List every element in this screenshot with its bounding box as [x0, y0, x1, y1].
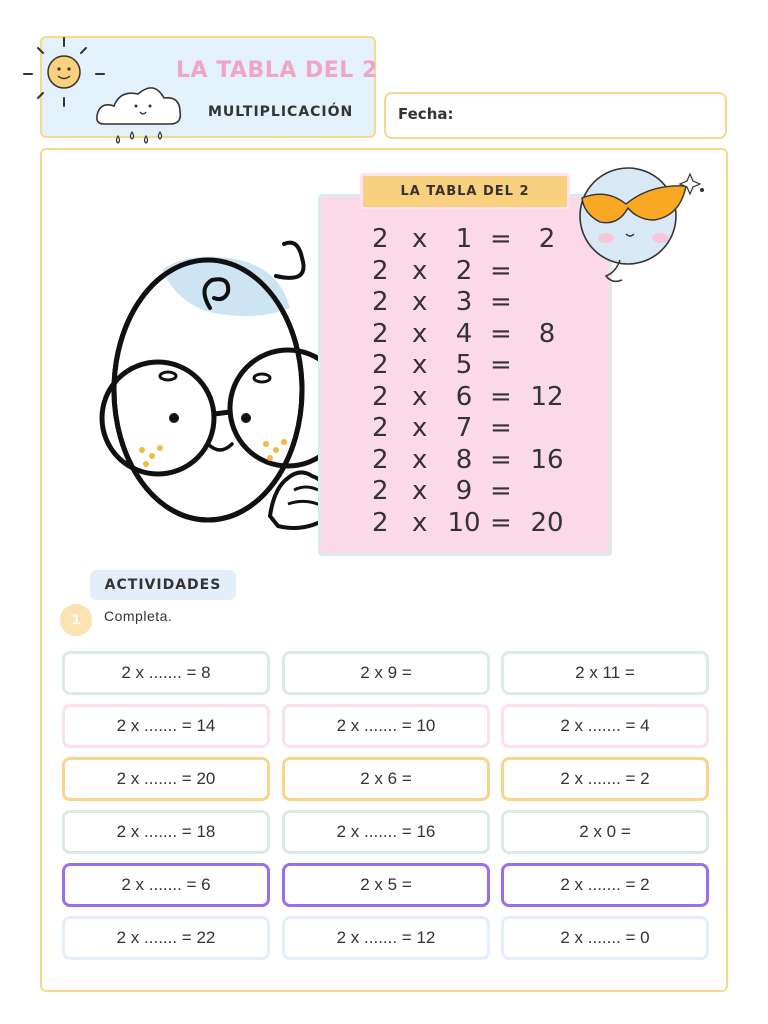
table-multiplier: 10: [447, 507, 481, 538]
table-factor: 2: [372, 381, 389, 412]
table-multiplier: 1: [455, 224, 473, 254]
table-factor: 2: [372, 255, 389, 286]
table-factor: 2: [372, 318, 389, 349]
sunglasses-character-illustration: [566, 164, 716, 294]
exercise-cell[interactable]: 2 x 11 =: [501, 651, 709, 695]
exercise-cell[interactable]: 2 x 6 =: [282, 757, 490, 801]
table-result[interactable]: 2: [538, 224, 556, 254]
sun-cloud-illustration: [14, 32, 194, 152]
table-operator: x: [412, 413, 428, 443]
exercise-cell[interactable]: 2 x ....... = 8: [62, 651, 270, 695]
table-operator: x: [412, 287, 428, 317]
table-factor: 2: [372, 507, 389, 538]
table-factor: 2: [372, 287, 389, 317]
table-factor: 2: [372, 413, 389, 443]
cloud-icon: [97, 88, 180, 143]
exercise-cell[interactable]: 2 x ....... = 12: [282, 916, 490, 960]
table-multiplier: 3: [455, 287, 473, 317]
activities-label: ACTIVIDADES: [90, 570, 236, 600]
exercise-cell[interactable]: 2 x ....... = 18: [62, 810, 270, 854]
exercise-cell[interactable]: 2 x ....... = 2: [501, 863, 709, 907]
step-number-badge: 1: [60, 604, 92, 636]
table-operator: x: [412, 507, 428, 538]
table-multiplier: 7: [455, 413, 473, 443]
table-equals: =: [490, 255, 512, 286]
table-operator: x: [412, 476, 428, 506]
table-operator: x: [412, 350, 428, 380]
table-equals: =: [490, 224, 512, 254]
exercise-cell[interactable]: 2 x ....... = 4: [501, 704, 709, 748]
table-equals: =: [490, 507, 512, 538]
exercise-cell[interactable]: 2 x ....... = 10: [282, 704, 490, 748]
table-operator: x: [412, 444, 428, 475]
table-multiplier: 9: [455, 476, 473, 506]
table-operator: x: [412, 318, 428, 349]
table-multiplier: 2: [455, 255, 473, 286]
sun-icon: [24, 38, 104, 106]
table-equals: =: [490, 413, 512, 443]
table-operator: x: [412, 255, 428, 286]
table-multiplier: 6: [455, 381, 473, 412]
table-result[interactable]: 12: [530, 381, 564, 412]
exercise-cell[interactable]: 2 x 0 =: [501, 810, 709, 854]
table-equals: =: [490, 476, 512, 506]
instruction-text: Completa.: [104, 608, 173, 624]
table-equals: =: [490, 444, 512, 475]
table-multiplier: 8: [455, 444, 473, 475]
exercise-cell[interactable]: 2 x ....... = 16: [282, 810, 490, 854]
date-label: Fecha:: [398, 105, 454, 123]
table-equals: =: [490, 318, 512, 349]
exercise-cell[interactable]: 2 x ....... = 2: [501, 757, 709, 801]
table-equals: =: [490, 381, 512, 412]
table-operator: x: [412, 381, 428, 412]
table-multiplier: 4: [455, 318, 473, 349]
table-result[interactable]: 8: [538, 318, 556, 349]
table-equals: =: [490, 287, 512, 317]
page-subtitle: MULTIPLICACIÓN: [208, 104, 354, 120]
page-title: LA TABLA DEL 2: [176, 58, 378, 83]
table-factor: 2: [372, 444, 389, 475]
table-result[interactable]: 16: [530, 444, 564, 475]
table-result[interactable]: 20: [530, 507, 564, 538]
table-equals: =: [490, 350, 512, 380]
exercise-cell[interactable]: 2 x ....... = 20: [62, 757, 270, 801]
table-operator: x: [412, 224, 428, 254]
table-tab-label: LA TABLA DEL 2: [360, 173, 570, 210]
exercise-cell[interactable]: 2 x ....... = 0: [501, 916, 709, 960]
exercise-cell[interactable]: 2 x ....... = 14: [62, 704, 270, 748]
table-multiplier: 5: [455, 350, 473, 380]
exercise-cell[interactable]: 2 x ....... = 22: [62, 916, 270, 960]
exercise-cell[interactable]: 2 x 5 =: [282, 863, 490, 907]
exercise-cell[interactable]: 2 x 9 =: [282, 651, 490, 695]
table-factor: 2: [372, 476, 389, 506]
exercise-cell[interactable]: 2 x ....... = 6: [62, 863, 270, 907]
table-factor: 2: [372, 350, 389, 380]
table-factor: 2: [372, 224, 389, 254]
